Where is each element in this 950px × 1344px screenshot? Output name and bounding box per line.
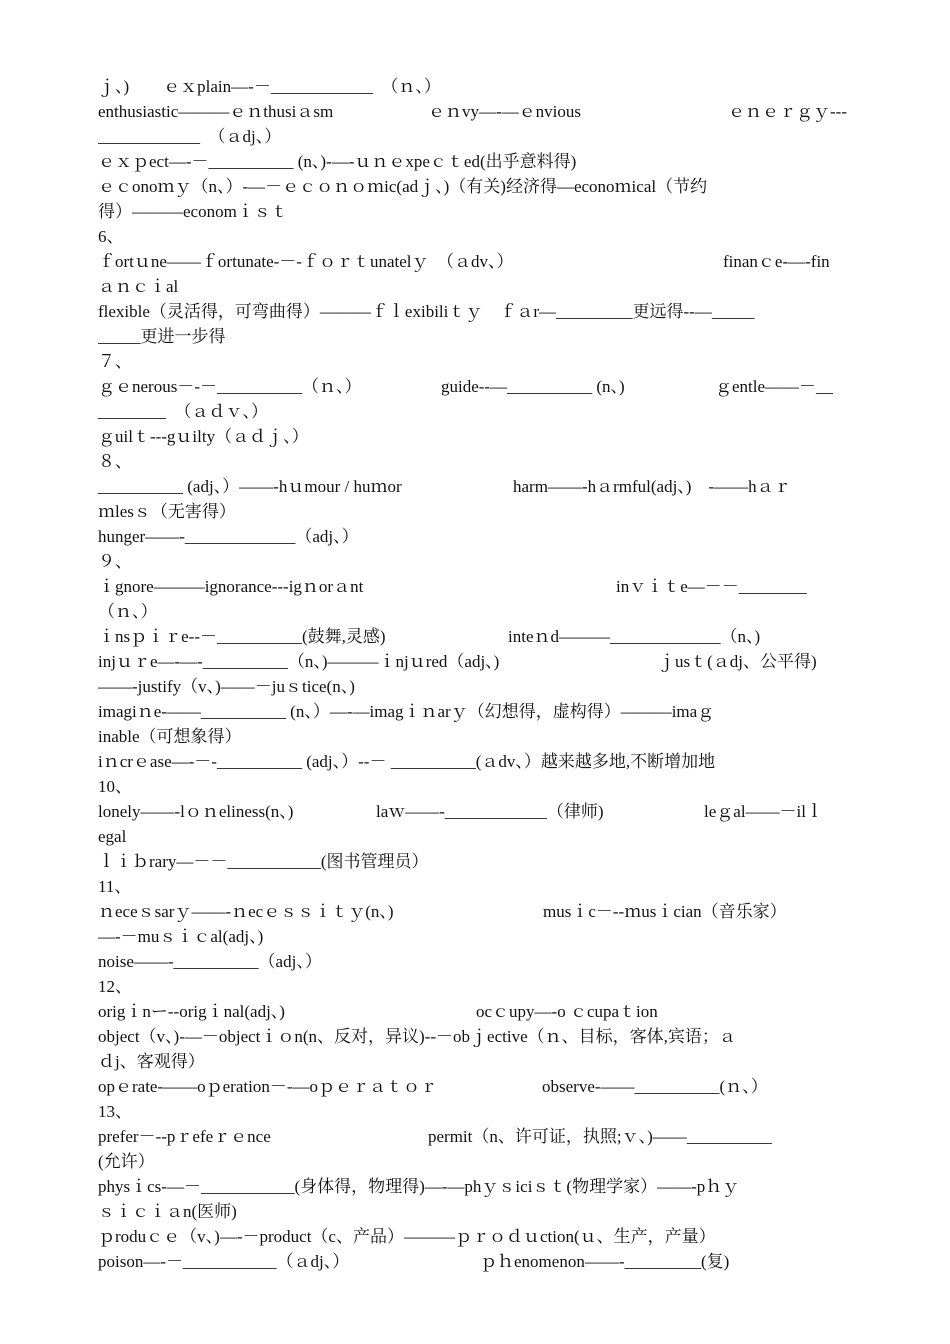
line-economy: ｅｃonoｍｙ（n、）-—－ｅｃｏｎｏｍic(adｊ、)（有关)经济得—econoｍical（节约	[98, 177, 708, 196]
line-poison: poison—-－___________（ａdj、） ｐｈenomenon——-_________(复)	[98, 1252, 730, 1271]
line-origin: origｉnー--origｉnal(adj、) ocｃupy—-o ｃcupaｔion	[98, 1002, 658, 1021]
section-number-12: 12、	[98, 977, 132, 996]
line-permit-cont: (允许）	[98, 1152, 155, 1171]
section-number-10: 10、	[98, 777, 132, 796]
line-produce: ｐroduｃｅ（v、)—-－product（c、产品）———ｐｒｏｄｕction(ｕ、生产，产量）	[98, 1227, 716, 1246]
line-prefer: prefer－--pｒefeｒｅnce permit（n、许可证，执照;ｖ、)——__________	[98, 1127, 772, 1146]
line-objective-cont: ｄj、客观得）	[98, 1052, 205, 1071]
line-noise: noise——-__________（adj、）	[98, 952, 322, 971]
line-ignore: ｉgnore———ignorance---igｎorａnt inｖｉｔe—－－________	[98, 577, 807, 596]
line-lonely: lonely——-lｏｎeliness(n、) laｗ——-____________（律师) leｇal——－ilｌ	[98, 802, 823, 821]
line-guilt: ｇuilｔ---gｕilty（ａｄｊ、）	[98, 427, 309, 446]
line-energy-cont: ____________ （ａdj、）	[98, 127, 282, 146]
line-humour: __________ (adj、）——-hｕmour / huｍor harm——-hａrmful(adj、) -——hａｒ	[98, 477, 791, 496]
line-hunger: hunger——-_____________（adj、）	[98, 527, 359, 546]
section-number-8: ８、	[98, 452, 132, 471]
line-inspire: ｉnsｐｉｒe--－__________(鼓舞,灵感) inteｎd———_____________（n、)	[98, 627, 761, 646]
line-library: ｌｉｂrary—－－___________(图书管理员）	[98, 852, 429, 871]
line-justify: ——-justify（v、)——－juｓtice(n、)	[98, 677, 355, 696]
line-physician-cont: ｓｉｃｉａn(医师)	[98, 1202, 237, 1221]
line-expect: ｅｘｐect—-－__________ (n、)-—-ｕｎｅxpeｃｔed(出乎意料得)	[98, 152, 577, 171]
line-financial-cont: ａｎｃｉal	[98, 277, 179, 296]
line-increase: iｎcrｅase—-－-__________ (adj、）--－ __________(ａdv、）越来越多地,不断增加地	[98, 752, 716, 771]
line-invitation-cont: （ｎ、）	[98, 602, 158, 621]
line-imagine: imagiｎe-——__________ (n、）—-—imagｉｎarｙ（幻想得，虚构得）———imaｇ	[98, 702, 715, 721]
line-enthusiastic: enthusiastic———ｅｎthusiａsm ｅｎvy—-—ｅnvious ｅｎｅｒｇｙ---	[98, 102, 847, 121]
section-number-9: ９、	[98, 552, 132, 571]
line-illegal-cont: egal	[98, 827, 127, 846]
line-explain: ｊ、) ｅｘplain—-－____________ （ｎ、）	[98, 77, 441, 96]
line-further: _____更进一步得	[98, 327, 226, 346]
line-imaginable-cont: inable（可想象得）	[98, 727, 242, 746]
line-fortune: ｆortｕne——ｆortunate-－-ｆｏｒｔunatelｙ （ａdv、） finanｃe-—-fin	[98, 252, 830, 271]
line-object: object（v、)-—－objectｉｏn(n、反对，异议)--－obｊective（ｎ、目标，客体,宾语；ａ	[98, 1027, 736, 1046]
line-gently-cont: ________ （ａｄｖ、）	[98, 402, 268, 421]
section-number-13: 13、	[98, 1102, 132, 1121]
section-number-11: 11、	[98, 877, 132, 896]
line-injure: injｕｒe—-—-__________（n、)———ｉnjｕred（adj、) ｊusｔ(ａdj、公平得)	[98, 652, 817, 671]
line-flexible: flexible（灵活得，可弯曲得）———ｆｌexibiliｔｙ ｆａr—_________更远得--—_____	[98, 302, 755, 321]
section-number-6: 6、	[98, 227, 124, 246]
line-harmless-cont: ｍlesｓ（无害得）	[98, 502, 236, 521]
line-necessary: ｎeceｓsarｙ——-ｎecｅｓｓｉｔｙ(n、) musｉc－--ｍusｉcian（音乐家）	[98, 902, 787, 921]
line-physics: physｉcs-—－___________(身体得，物理得)—-—phｙｓiciｓｔ(物理学家）——-pｈｙ	[98, 1177, 740, 1196]
line-economist: 得）———economｉｓｔ	[98, 202, 288, 221]
line-operate: opｅrate-——oｐeration－-—oｐｅｒａｔｏｒ observe-——__________(ｎ、）	[98, 1077, 768, 1096]
section-number-7: ７、	[98, 352, 132, 371]
line-generous: ｇｅnerous－-－__________（ｎ、） guide--—__________ (n、) ｇentle——－__	[98, 377, 834, 396]
line-musical-cont: —-－muｓｉｃal(adj、)	[98, 927, 264, 946]
